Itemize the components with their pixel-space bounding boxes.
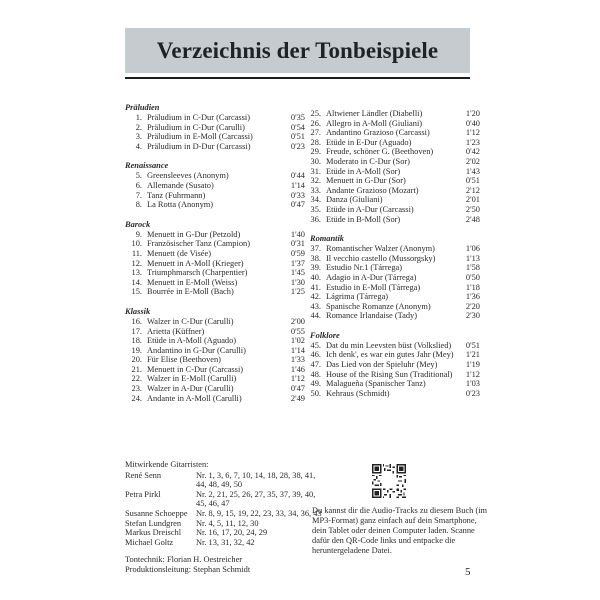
track-row [310,360,480,370]
track-number: 13. [131,268,142,278]
track-name: Walzer in A-Dur (Carulli) [147,384,234,394]
performer-row [125,509,325,519]
track-duration: 0'23 [465,388,480,398]
track-duration: 1'14 [290,345,305,355]
track-row [125,259,305,269]
track-number: 48. [310,369,321,379]
track-number: 38. [310,253,321,263]
track-name: Estudio in E-Moll (Tárrega) [326,282,421,292]
section-folklore [310,330,480,399]
track-duration: 2'50 [465,204,480,214]
track-name: Walzer in E-Moll (Carulli) [147,374,237,384]
track-row [125,268,305,278]
track-duration: 0'50 [465,272,480,282]
track-number: 37. [310,244,321,254]
track-number: 23. [131,384,142,394]
track-number: 19. [131,345,142,355]
section-title: Folklore [310,330,340,340]
performer-name: Michael Goltz [125,537,174,547]
track-number: 10. [131,239,142,249]
section-title: Klassik [125,306,151,316]
track-duration: 0'42 [465,147,480,157]
track-duration: 0'40 [465,118,480,128]
right-column [310,102,480,407]
track-duration: 2'49 [290,393,305,403]
title-banner [125,28,470,73]
track-row [310,341,480,351]
track-name: Andante in A-Moll (Carulli) [147,393,242,403]
section-title: Präludien [125,103,160,112]
track-row [125,278,305,288]
track-name: Altwiener Ländler (Diabelli) [326,109,423,118]
performer-row [125,519,325,529]
track-duration: 0'51 [290,132,305,142]
track-number: 22. [131,374,142,384]
performer-name: Markus Dreischl [125,528,182,538]
performer-tracks: Nr. 13, 31, 32, 42 [196,537,255,547]
track-row [125,355,305,365]
track-row [310,205,480,215]
track-number: 25. [310,109,321,118]
track-number: 45. [310,340,321,350]
track-number: 50. [310,388,321,398]
track-row [125,239,305,249]
track-row [310,119,480,129]
track-name: Etüde in E-Dur (Aguado) [326,137,412,147]
performer-tracks: Nr. 1, 3, 6, 7, 10, 14, 18, 28, 38, 41, 44, 48, 49, 50 [196,470,316,490]
qr-code-graphic [372,464,406,498]
track-duration: 1'19 [465,360,480,370]
track-duration: 1'02 [290,336,305,346]
track-row [310,263,480,273]
track-row [310,350,480,360]
performer-name: Petra Pirkl [125,489,161,499]
track-row [125,327,305,337]
track-duration: 0'23 [290,141,305,151]
performer-tracks: Nr. 4, 5, 11, 12, 30 [196,518,259,528]
track-row [125,317,305,327]
track-duration: 1'30 [290,277,305,287]
track-number: 43. [310,301,321,311]
track-row [125,287,305,297]
track-duration: 1'06 [465,244,480,254]
track-row [310,273,480,283]
track-row [310,254,480,264]
track-duration: 1'33 [290,355,305,365]
track-name: Etüde in A-Moll (Sor) [326,166,401,176]
track-duration: 1'13 [465,253,480,263]
track-name: Für Elise (Beethoven) [147,355,221,365]
track-number: 46. [310,350,321,360]
track-number: 11. [131,248,142,258]
track-name: Allegro in A-Moll (Giuliani) [326,118,423,128]
track-name: Menuett in A-Moll (Krieger) [147,258,244,268]
track-number: 29. [310,147,321,157]
track-number: 24. [131,393,142,403]
track-number: 12. [131,258,142,268]
track-duration: 1'46 [290,364,305,374]
track-number: 9. [135,229,142,239]
track-row [125,113,305,123]
track-name: Menuett in G-Dur (Petzold) [147,229,241,239]
track-row [310,370,480,380]
track-row [310,167,480,177]
track-row [310,128,480,138]
track-number: 18. [131,336,142,346]
track-name: Andante Grazioso (Mozart) [326,185,419,195]
track-number: 49. [310,379,321,389]
track-duration: 1'40 [290,229,305,239]
track-duration: 2'00 [290,316,305,326]
track-row [310,311,480,321]
track-row [125,171,305,181]
track-duration: 1'12 [465,369,480,379]
track-number: 7. [135,190,142,200]
page-number: 5 [465,566,471,578]
track-name: Präludium in E-Moll (Carcassi) [147,132,253,142]
track-duration: 2'20 [465,301,480,311]
track-name: Danza (Giuliani) [326,195,383,205]
track-name: Dat du min Leevsten büst (Volkslied) [326,340,452,350]
track-duration: 0'35 [290,113,305,122]
track-row [125,346,305,356]
section-klassik-continued [310,109,480,224]
track-row [125,230,305,240]
performer-tracks: Nr. 16, 17, 20, 24, 29 [196,528,268,538]
track-number: 21. [131,364,142,374]
track-duration: 2'48 [465,214,480,224]
track-number: 27. [310,128,321,138]
track-name: Kehraus (Schmidt) [326,388,390,398]
track-number: 4. [135,141,142,151]
track-row [125,191,305,201]
track-row [125,336,305,346]
track-duration: 1'36 [465,292,480,302]
track-row [125,384,305,394]
track-number: 28. [310,137,321,147]
track-number: 14. [131,277,142,287]
track-name: Il vecchio castello (Mussorgsky) [326,253,436,263]
section-title: Barock [125,219,151,229]
track-row [310,302,480,312]
performer-name: Susanne Schoeppe [125,508,188,518]
track-name: Andantino Grazioso (Carcassi) [326,128,430,138]
track-duration: 0'44 [290,171,305,181]
track-row [310,186,480,196]
track-row [310,215,480,225]
track-row [125,142,305,152]
track-number: 44. [310,311,321,321]
performer-row [125,538,325,548]
performer-row [125,528,325,538]
track-name: Präludium in C-Dur (Carulli) [147,122,245,132]
track-duration: 0'31 [290,239,305,249]
track-number: 39. [310,263,321,273]
track-row [310,389,480,399]
track-number: 20. [131,355,142,365]
track-duration: 1'12 [290,374,305,384]
track-row [310,157,480,167]
track-duration: 0'47 [290,384,305,394]
track-number: 35. [310,204,321,214]
track-row [310,244,480,254]
track-number: 34. [310,195,321,205]
track-duration: 1'43 [465,166,480,176]
credits-block [125,460,325,575]
track-number: 6. [135,180,142,190]
track-name: Das Lied von der Spieluhr (Mey) [326,360,438,370]
track-name: Menuett in G-Dur (Sor) [326,176,406,186]
track-name: Romance Irlandaise (Tady) [326,311,418,321]
track-name: Greensleeves (Anonym) [147,171,229,181]
track-row [125,181,305,191]
track-duration: 1'58 [465,263,480,273]
track-name: Malagueña (Spanischer Tanz) [326,379,426,389]
qr-code-icon[interactable] [372,464,406,498]
track-name: Ich denk', es war ein gutes Jahr (Mey) [326,350,454,360]
track-name: Menuett in C-Dur (Carcassi) [147,364,244,374]
track-name: Allemande (Susato) [147,180,214,190]
track-number: 17. [131,326,142,336]
track-number: 30. [310,156,321,166]
production-lead: Produktionsleitung: Stephan Schmidt [125,564,251,574]
track-duration: 0'51 [465,176,480,186]
track-duration: 0'47 [290,200,305,210]
track-row [310,379,480,389]
track-row [310,147,480,157]
section-barock [125,219,305,297]
track-number: 47. [310,360,321,370]
track-row [125,132,305,142]
track-duration: 2'30 [465,311,480,321]
track-duration: 0'59 [290,248,305,258]
track-row [310,195,480,205]
track-row [125,200,305,210]
track-name: Freude, schöner G. (Beethoven) [326,147,434,157]
download-instructions: Du kannst dir die Audio-Tracks zu diesem Buch (im MP3-Format) ganz einfach auf dein Smartphone, dein Tablet oder deinen Computer laden. Scanne dafür den QR-Code links und entpacke die heruntergeladene Datei. [312,506,488,555]
performer-row [125,490,325,509]
track-number: 40. [310,272,321,282]
track-name: Etüde in B-Moll (Sor) [326,214,401,224]
section-renaissance [125,160,305,209]
track-duration: 2'02 [465,156,480,166]
title-rule [125,77,470,79]
track-name: Walzer in C-Dur (Carulli) [147,316,234,326]
track-number: 8. [135,200,142,210]
track-number: 32. [310,176,321,186]
track-row [310,292,480,302]
track-name: Moderato in C-Dur (Sor) [326,156,410,166]
track-row [310,138,480,148]
track-row [310,283,480,293]
track-duration: 0'51 [465,340,480,350]
track-name: Präludium in D-Dur (Carcassi) [147,141,251,151]
track-name: Andantino in G-Dur (Carulli) [147,345,246,355]
track-number: 3. [135,132,142,142]
track-name: Menuett in E-Moll (Weiss) [147,277,238,287]
performer-name: René Senn [125,470,162,480]
track-duration: 1'45 [290,268,305,278]
track-name: Arietta (Küffner) [147,326,205,336]
track-name: Präludium in C-Dur (Carcassi) [147,113,251,122]
track-number: 31. [310,166,321,176]
left-column [125,102,305,412]
performer-tracks: Nr. 2, 21, 25, 26, 27, 35, 37, 39, 40, 45, 46, 47 [196,489,316,509]
track-number: 41. [310,282,321,292]
track-name: Lágrima (Tárrega) [326,292,389,302]
track-name: House of the Rising Sun (Traditional) [326,369,453,379]
track-duration: 0'54 [290,122,305,132]
track-name: Etüde in A-Moll (Aguado) [147,336,237,346]
track-row [125,394,305,404]
credits-heading: Mitwirkende Gitarristen: [125,460,209,469]
track-name: Spanische Romanze (Anonym) [326,301,431,311]
track-duration: 2'01 [465,195,480,205]
track-row [125,365,305,375]
track-duration: 1'12 [465,128,480,138]
performer-name: Stefan Lundgren [125,518,182,528]
track-name: Etüde in A-Dur (Carcassi) [326,204,414,214]
track-number: 15. [131,287,142,297]
track-duration: 1'23 [465,137,480,147]
track-duration: 0'55 [290,326,305,336]
track-row [310,109,480,119]
track-name: Romantischer Walzer (Anonym) [326,244,435,254]
track-row [125,374,305,384]
track-number: 36. [310,214,321,224]
sound-engineer: Tontechnik: Florian H. Oestreicher [125,555,243,565]
track-duration: 0'33 [290,190,305,200]
section-title: Romantik [310,234,344,244]
section-romantik [310,233,480,321]
track-number: 2. [135,122,142,132]
track-row [310,176,480,186]
track-number: 42. [310,292,321,302]
track-duration: 1'21 [465,350,480,360]
track-duration: 1'03 [465,379,480,389]
track-name: Tanz (Fuhrmann) [147,190,206,200]
track-name: Bourrée in E-Moll (Bach) [147,287,234,297]
track-number: 26. [310,118,321,128]
track-duration: 1'18 [465,282,480,292]
track-name: Estudio Nr.1 (Tárrega) [326,263,403,273]
track-name: Menuett (de Visée) [147,248,211,258]
section-klassik [125,306,305,403]
performer-row [125,471,325,490]
track-number: 33. [310,185,321,195]
track-duration: 1'20 [465,109,480,118]
track-number: 1. [135,113,142,122]
track-name: Adagio in A-Dur (Tárrega) [326,272,417,282]
track-duration: 1'14 [290,180,305,190]
performer-tracks: Nr. 8, 9, 15, 19, 22, 23, 33, 34, 36, 43 [196,508,322,518]
track-duration: 1'37 [290,258,305,268]
track-name: Triumphmarsch (Charpentier) [147,268,248,278]
track-number: 5. [135,171,142,181]
section-title: Renaissance [125,161,169,171]
track-number: 16. [131,316,142,326]
track-duration: 1'25 [290,287,305,297]
track-name: Französischer Tanz (Campion) [147,239,250,249]
track-name: La Rotta (Anonym) [147,200,214,210]
track-duration: 2'12 [465,185,480,195]
spacer [125,547,325,555]
track-row [125,123,305,133]
section-praeludien [125,102,305,151]
page-title: Verzeichnis der Tonbeispiele [156,37,439,63]
track-row [125,249,305,259]
